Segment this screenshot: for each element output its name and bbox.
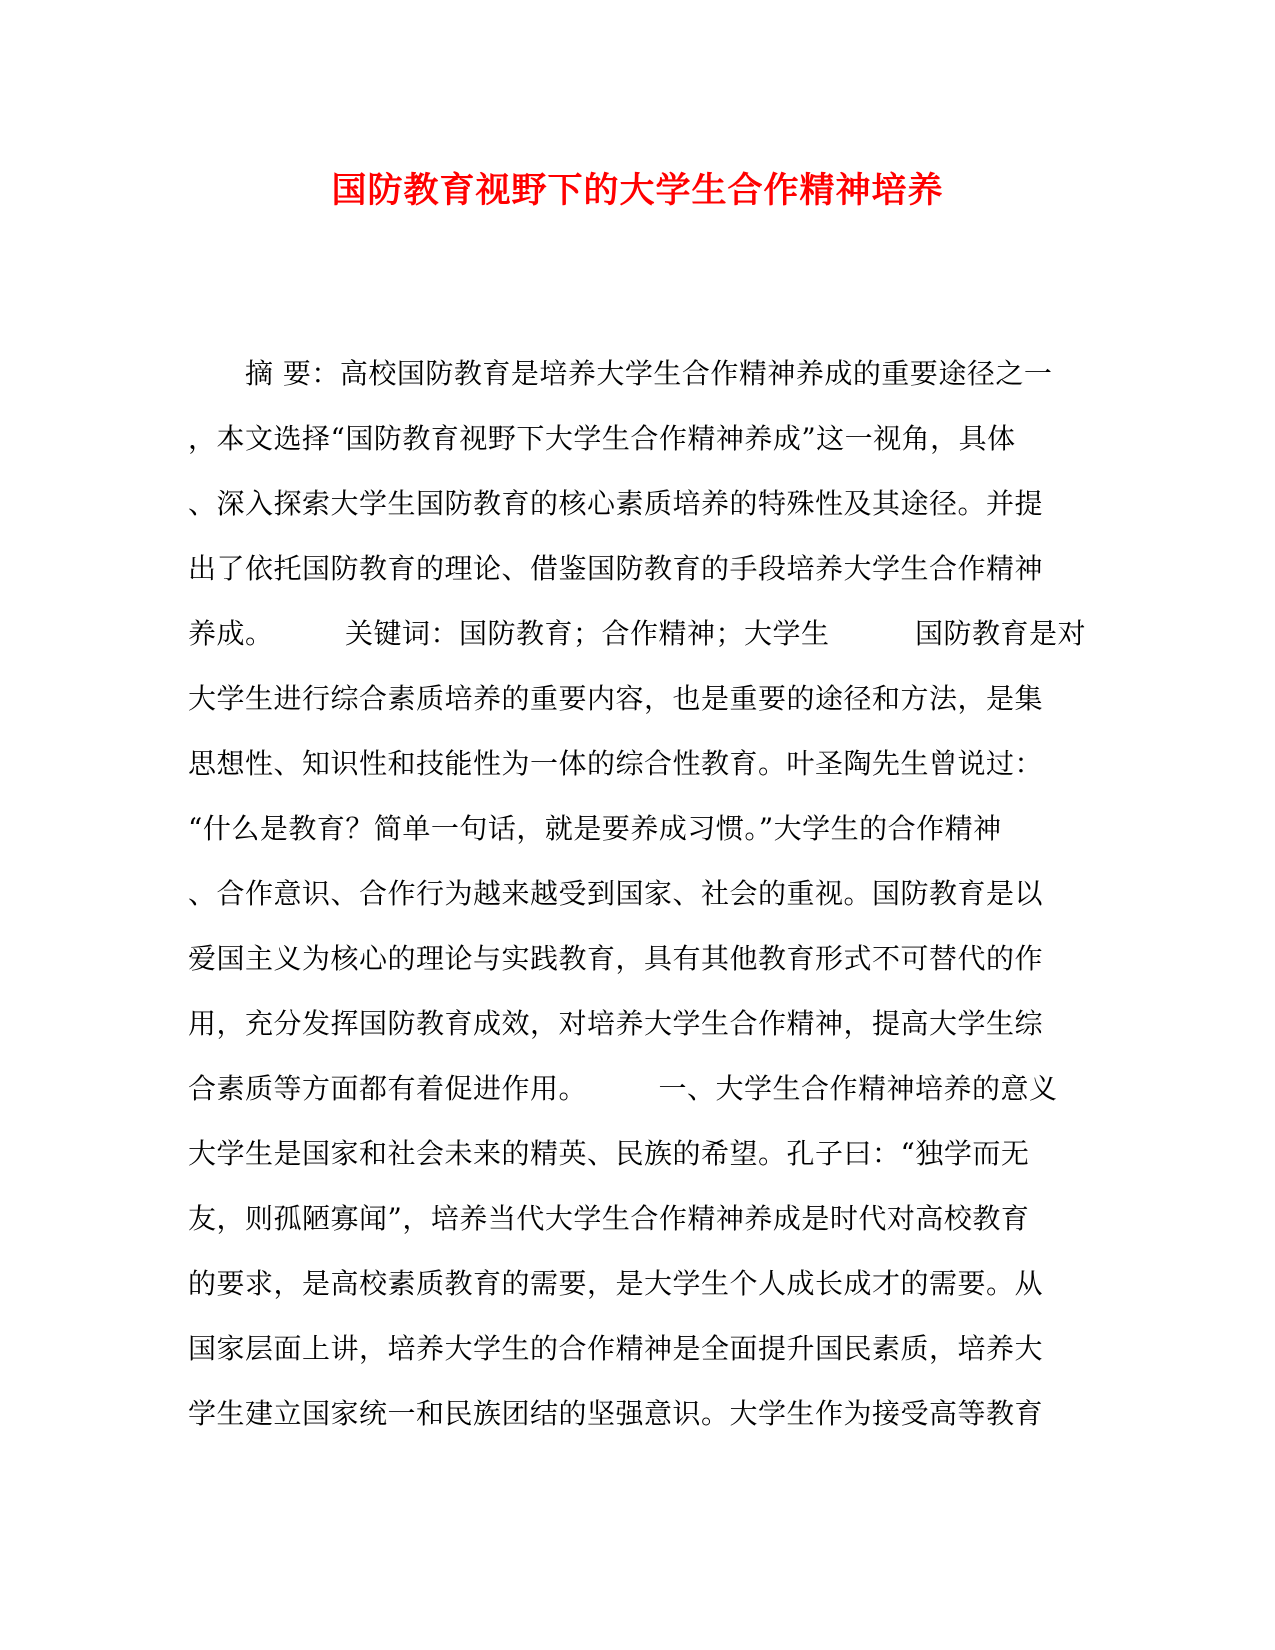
body-line: 养成。 关键词：国防教育；合作精神；大学生 国防教育是对 (188, 617, 1087, 650)
body-line: 大学生进行综合素质培养的重要内容，也是重要的途径和方法，是集 (188, 682, 1044, 715)
body-line: 合素质等方面都有着促进作用。 一、大学生合作精神培养的意义 (188, 1072, 1058, 1105)
document-body (188, 350, 1087, 1455)
body-line: 、深入探索大学生国防教育的核心素质培养的特殊性及其途径。并提 (188, 487, 1044, 520)
body-line: “什么是教育？简单一句话，就是要养成习惯。”大学生的合作精神 (188, 812, 1002, 845)
body-line: 学生建立国家统一和民族团结的坚强意识。大学生作为接受高等教育 (188, 1397, 1044, 1430)
body-line: 爱国主义为核心的理论与实践教育，具有其他教育形式不可替代的作 (188, 942, 1044, 975)
body-line: 用，充分发挥国防教育成效，对培养大学生合作精神，提高大学生综 (188, 1007, 1044, 1040)
body-line: ，本文选择“国防教育视野下大学生合作精神养成”这一视角，具体 (188, 422, 1016, 455)
body-line: 、合作意识、合作行为越来越受到国家、社会的重视。国防教育是以 (188, 877, 1044, 910)
body-line: 大学生是国家和社会未来的精英、民族的希望。孔子曰：“独学而无 (188, 1137, 1030, 1170)
body-line: 国家层面上讲，培养大学生的合作精神是全面提升国民素质，培养大 (188, 1332, 1044, 1365)
body-line: 摘 要：高校国防教育是培养大学生合作精神养成的重要途径之一 (188, 357, 1053, 390)
body-line: 思想性、知识性和技能性为一体的综合性教育。叶圣陶先生曾说过： (188, 747, 1044, 780)
body-line: 友，则孤陋寡闻”，培养当代大学生合作精神养成是时代对高校教育 (188, 1202, 1030, 1235)
body-line: 出了依托国防教育的理论、借鉴国防教育的手段培养大学生合作精神 (188, 552, 1044, 585)
document-title: 国防教育视野下的大学生合作精神培养 (331, 170, 944, 211)
body-line: 的要求，是高校素质教育的需要，是大学生个人成长成才的需要。从 (188, 1267, 1044, 1300)
